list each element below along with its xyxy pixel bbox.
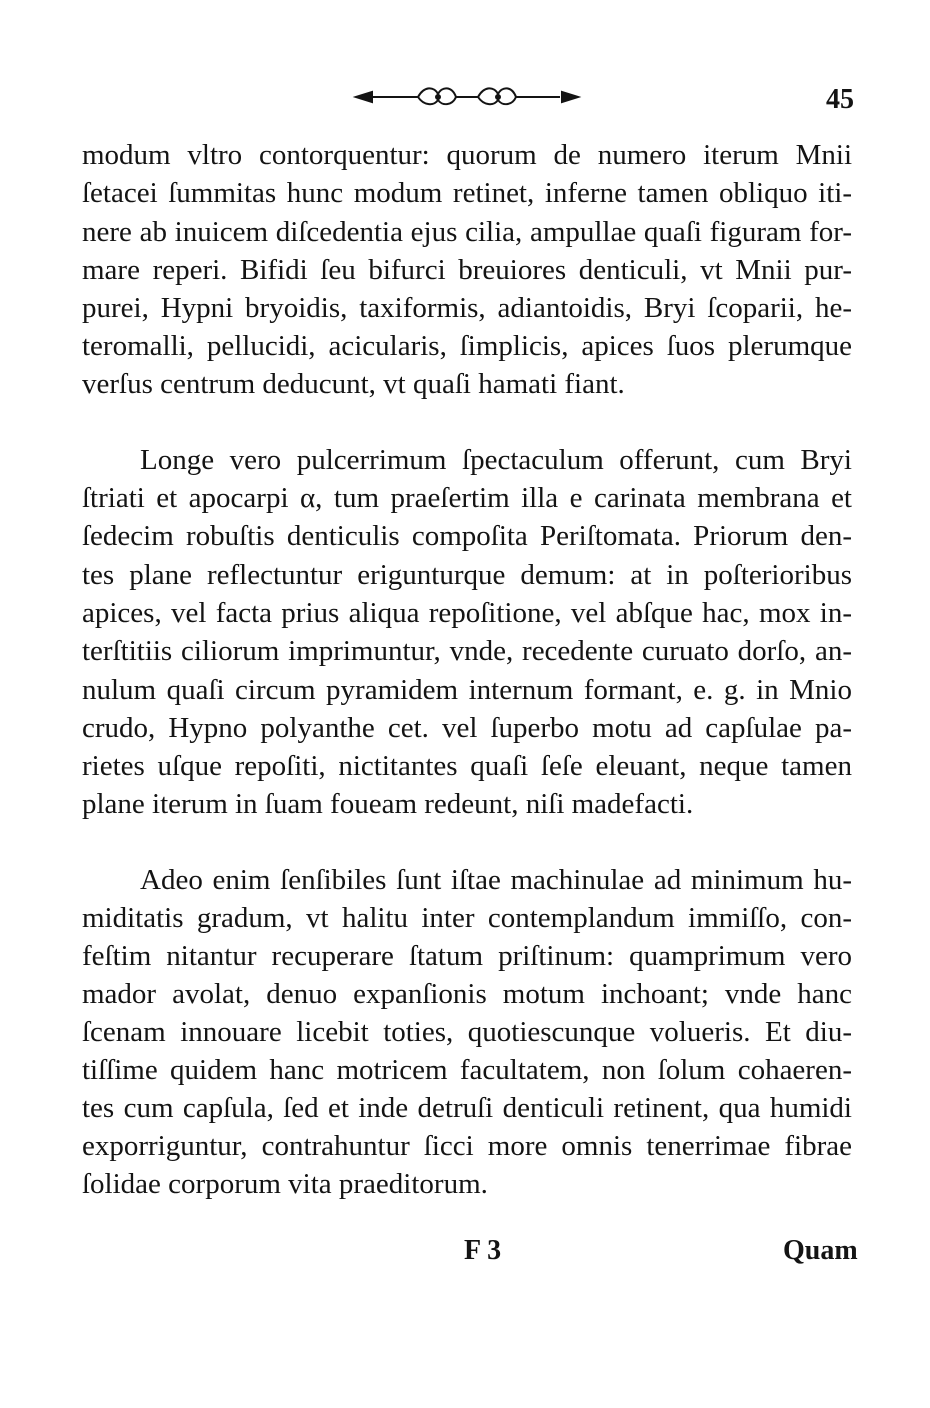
text-line: apices, vel facta prius aliqua repoſitione, vel abſque hac, mox in- xyxy=(82,597,852,629)
text-line: feſtim nitantur recuperare ſtatum priſtinum: quamprimum vero xyxy=(82,940,852,972)
catchword: Quam xyxy=(783,1235,858,1266)
text-line: Longe vero pulcerrimum ſpectaculum offerunt, cum Bryi xyxy=(140,444,852,476)
text-line: ſetacei ſummitas hunc modum retinet, inferne tamen obliquo iti- xyxy=(82,177,852,209)
text-line: modum vltro contorquentur: quorum de numero iterum Mnii xyxy=(82,139,852,171)
text-line: ſedecim robuſtis denticulis compoſita Periſtomata. Priorum den- xyxy=(82,520,852,552)
text-line: plane iterum in ſuam foueam redeunt, niſi madefacti. xyxy=(82,788,694,820)
text-line: ſtriati et apocarpi α, tum praeſertim illa e carinata membrana et xyxy=(82,482,852,514)
signature-mark: F 3 xyxy=(464,1235,502,1266)
page-number: 45 xyxy=(826,84,854,115)
text-line: mador avolat, denuo expanſionis motum inchoant; vnde hanc xyxy=(82,978,852,1010)
text-line: tiſſime quidem hanc motricem facultatem, non ſolum cohaeren- xyxy=(82,1054,852,1086)
text-line: rietes uſque repoſiti, nictitantes quaſi ſeſe eleuant, neque tamen xyxy=(82,750,852,782)
text-line: verſus centrum deducunt, vt quaſi hamati fiant. xyxy=(82,368,625,400)
text-line: tes plane reflectuntur erigunturque demum: at in poſterioribus xyxy=(82,559,852,591)
text-line: Adeo enim ſenſibiles ſunt iſtae machinulae ad minimum hu- xyxy=(140,864,852,896)
text-line: crudo, Hypno polyanthe cet. vel ſuperbo motu ad capſulae pa- xyxy=(82,712,852,744)
headpiece-ornament xyxy=(352,84,582,110)
text-line: mare reperi. Bifidi ſeu bifurci breuiores denticuli, vt Mnii pur- xyxy=(82,254,852,286)
text-line: tes cum capſula, ſed et inde detruſi denticuli retinent, qua humidi xyxy=(82,1092,852,1124)
text-line: nulum quaſi circum pyramidem internum formant, e. g. in Mnio xyxy=(82,674,852,706)
text-line: ſolidae corporum vita praeditorum. xyxy=(82,1168,488,1200)
text-line: teromalli, pellucidi, acicularis, ſimplicis, apices ſuos plerumque xyxy=(82,330,852,362)
text-line: purei, Hypni bryoidis, taxiformis, adiantoidis, Bryi ſcoparii, he- xyxy=(82,292,852,324)
text-line: ſcenam innouare licebit toties, quotiescunque volueris. Et diu- xyxy=(82,1016,852,1048)
text-line: nere ab inuicem diſcedentia ejus cilia, ampullae quaſi figuram for- xyxy=(82,216,852,248)
text-line: miditatis gradum, vt halitu inter contemplandum immiſſo, con- xyxy=(82,902,852,934)
text-line: terſtitiis ciliorum imprimuntur, vnde, recedente curuato dorſo, an- xyxy=(82,635,852,667)
text-line: exporriguntur, contrahuntur ſicci more omnis tenerrimae fibrae xyxy=(82,1130,852,1162)
